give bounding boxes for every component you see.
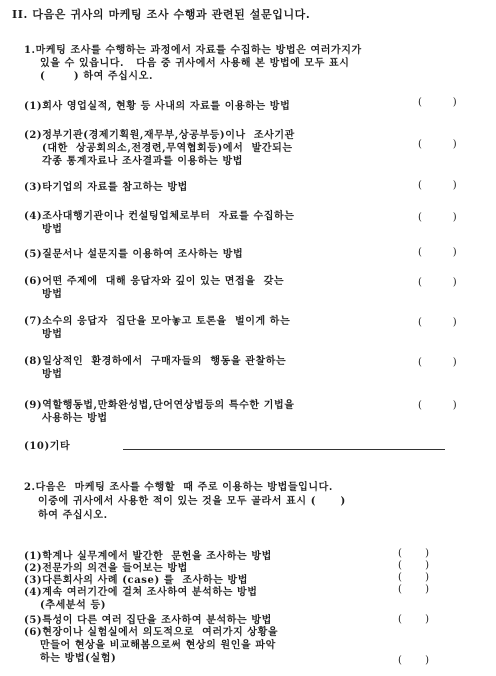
q2-item-6-checkbox[interactable]: ( ): [398, 655, 430, 666]
q1-prompt-line-3: ( ) 하여 주십시오.: [40, 71, 154, 82]
q1-item-6-line-2: 방법: [42, 289, 63, 300]
section-title: II. 다음은 귀사의 마케팅 조사 수행과 관련된 설문입니다.: [12, 8, 311, 21]
q2-item-4-line-2: (추세분석 등): [40, 600, 107, 611]
q1-prompt-line-1: 1.마케팅 조사를 수행하는 과정에서 자료를 수집하는 방법은 여러가지가: [24, 45, 362, 56]
q2-item-3-checkbox[interactable]: ( ): [398, 572, 430, 583]
q2-item-1-checkbox[interactable]: ( ): [398, 548, 430, 559]
q1-item-9-line-2: 사용하는 방법: [42, 413, 108, 424]
q1-item-1-checkbox[interactable]: ( ): [418, 97, 458, 108]
q1-item-1-line-1: (1)회사 영업실적, 현황 등 사내의 자료를 이용하는 방법: [24, 101, 291, 112]
q2-prompt-line-1: 2.다음은 마케팅 조사를 수행할 때 주로 이용하는 방법들입니다.: [24, 482, 333, 493]
q1-item-4-checkbox[interactable]: ( ): [418, 212, 458, 223]
q2-item-4-line-1: (4)계속 여러기간에 걸쳐 조사하여 분석하는 방법: [24, 587, 258, 598]
q1-item-10-label: (10)기타: [24, 441, 71, 452]
q1-item-2-line-2: (대한 상공회의소,전경련,무역협회등)에서 발간되는: [42, 143, 293, 154]
q1-item-6-line-1: (6)어떤 주제에 대해 응답자와 깊이 있는 면접을 갖는: [24, 276, 285, 287]
q1-item-2-checkbox[interactable]: ( ): [418, 139, 458, 150]
q2-item-3-line-1: (3)다른회사의 사례 (case) 를 조사하는 방법: [24, 575, 248, 586]
q1-item-6-checkbox[interactable]: ( ): [418, 277, 458, 288]
q1-item-7-checkbox[interactable]: ( ): [418, 317, 458, 328]
q2-item-6-line-2: 만들어 현상을 비교해봄으로써 현상의 원인을 파악: [40, 640, 276, 651]
q1-item-9-checkbox[interactable]: ( ): [418, 400, 458, 411]
q1-item-2-line-1: (2)정부기관(경제기획원,재무부,상공부등)이나 조사기관: [24, 130, 295, 141]
q1-item-7-line-1: (7)소수의 응답자 집단을 모아놓고 토론을 벌이게 하는: [24, 316, 291, 327]
q1-other-input-line[interactable]: [123, 449, 445, 450]
q2-item-5-line-1: (5)특성이 다른 여러 집단을 조사하여 분석하는 방법: [24, 615, 272, 626]
q1-item-5-checkbox[interactable]: ( ): [418, 247, 458, 258]
q2-item-2-line-1: (2)전문가의 의견을 들어보는 방법: [24, 563, 188, 574]
q1-item-3-checkbox[interactable]: ( ): [418, 180, 458, 191]
q2-item-6-line-1: (6)현장이나 실험실에서 의도적으로 여러가지 상황을: [24, 627, 279, 638]
q2-prompt-line-3: 하여 주십시오.: [38, 510, 108, 521]
q2-item-5-checkbox[interactable]: ( ): [398, 614, 430, 625]
q1-prompt-line-2: 있을 수 있읍니다. 다음 중 귀사에서 사용해 본 방법에 모두 표시: [40, 58, 350, 69]
q1-item-3-line-1: (3)타기업의 자료를 참고하는 방법: [24, 182, 188, 193]
q1-item-7-line-2: 방법: [42, 329, 63, 340]
q2-item-4-checkbox[interactable]: ( ): [398, 584, 430, 595]
q1-item-8-line-2: 방법: [42, 369, 63, 380]
q1-item-9-line-1: (9)역할행동법,만화완성법,단어연상법등의 특수한 기법을: [24, 400, 295, 411]
q2-prompt-line-2: 이중에 귀사에서 사용한 적이 있는 것을 모두 골라서 표시 ( ): [38, 496, 346, 507]
q1-item-2-line-3: 각종 통계자료나 조사결과를 이용하는 방법: [42, 156, 244, 167]
q1-item-4-line-2: 방법: [42, 224, 63, 235]
q1-item-5-line-1: (5)질문서나 설문지를 이용하여 조사하는 방법: [24, 249, 244, 260]
q2-item-6-line-3: 하는 방법(실험): [40, 653, 117, 664]
q1-item-8-checkbox[interactable]: ( ): [418, 357, 458, 368]
q2-item-1-line-1: (1)학계나 실무계에서 발간한 문헌을 조사하는 방법: [24, 551, 272, 562]
q2-item-2-checkbox[interactable]: ( ): [398, 560, 430, 571]
q1-item-8-line-1: (8)일상적인 환경하에서 구매자들의 행동을 관찰하는: [24, 356, 287, 367]
q1-item-4-line-1: (4)조사대행기관이나 컨설팅업체로부터 자료를 수집하는: [24, 211, 295, 222]
